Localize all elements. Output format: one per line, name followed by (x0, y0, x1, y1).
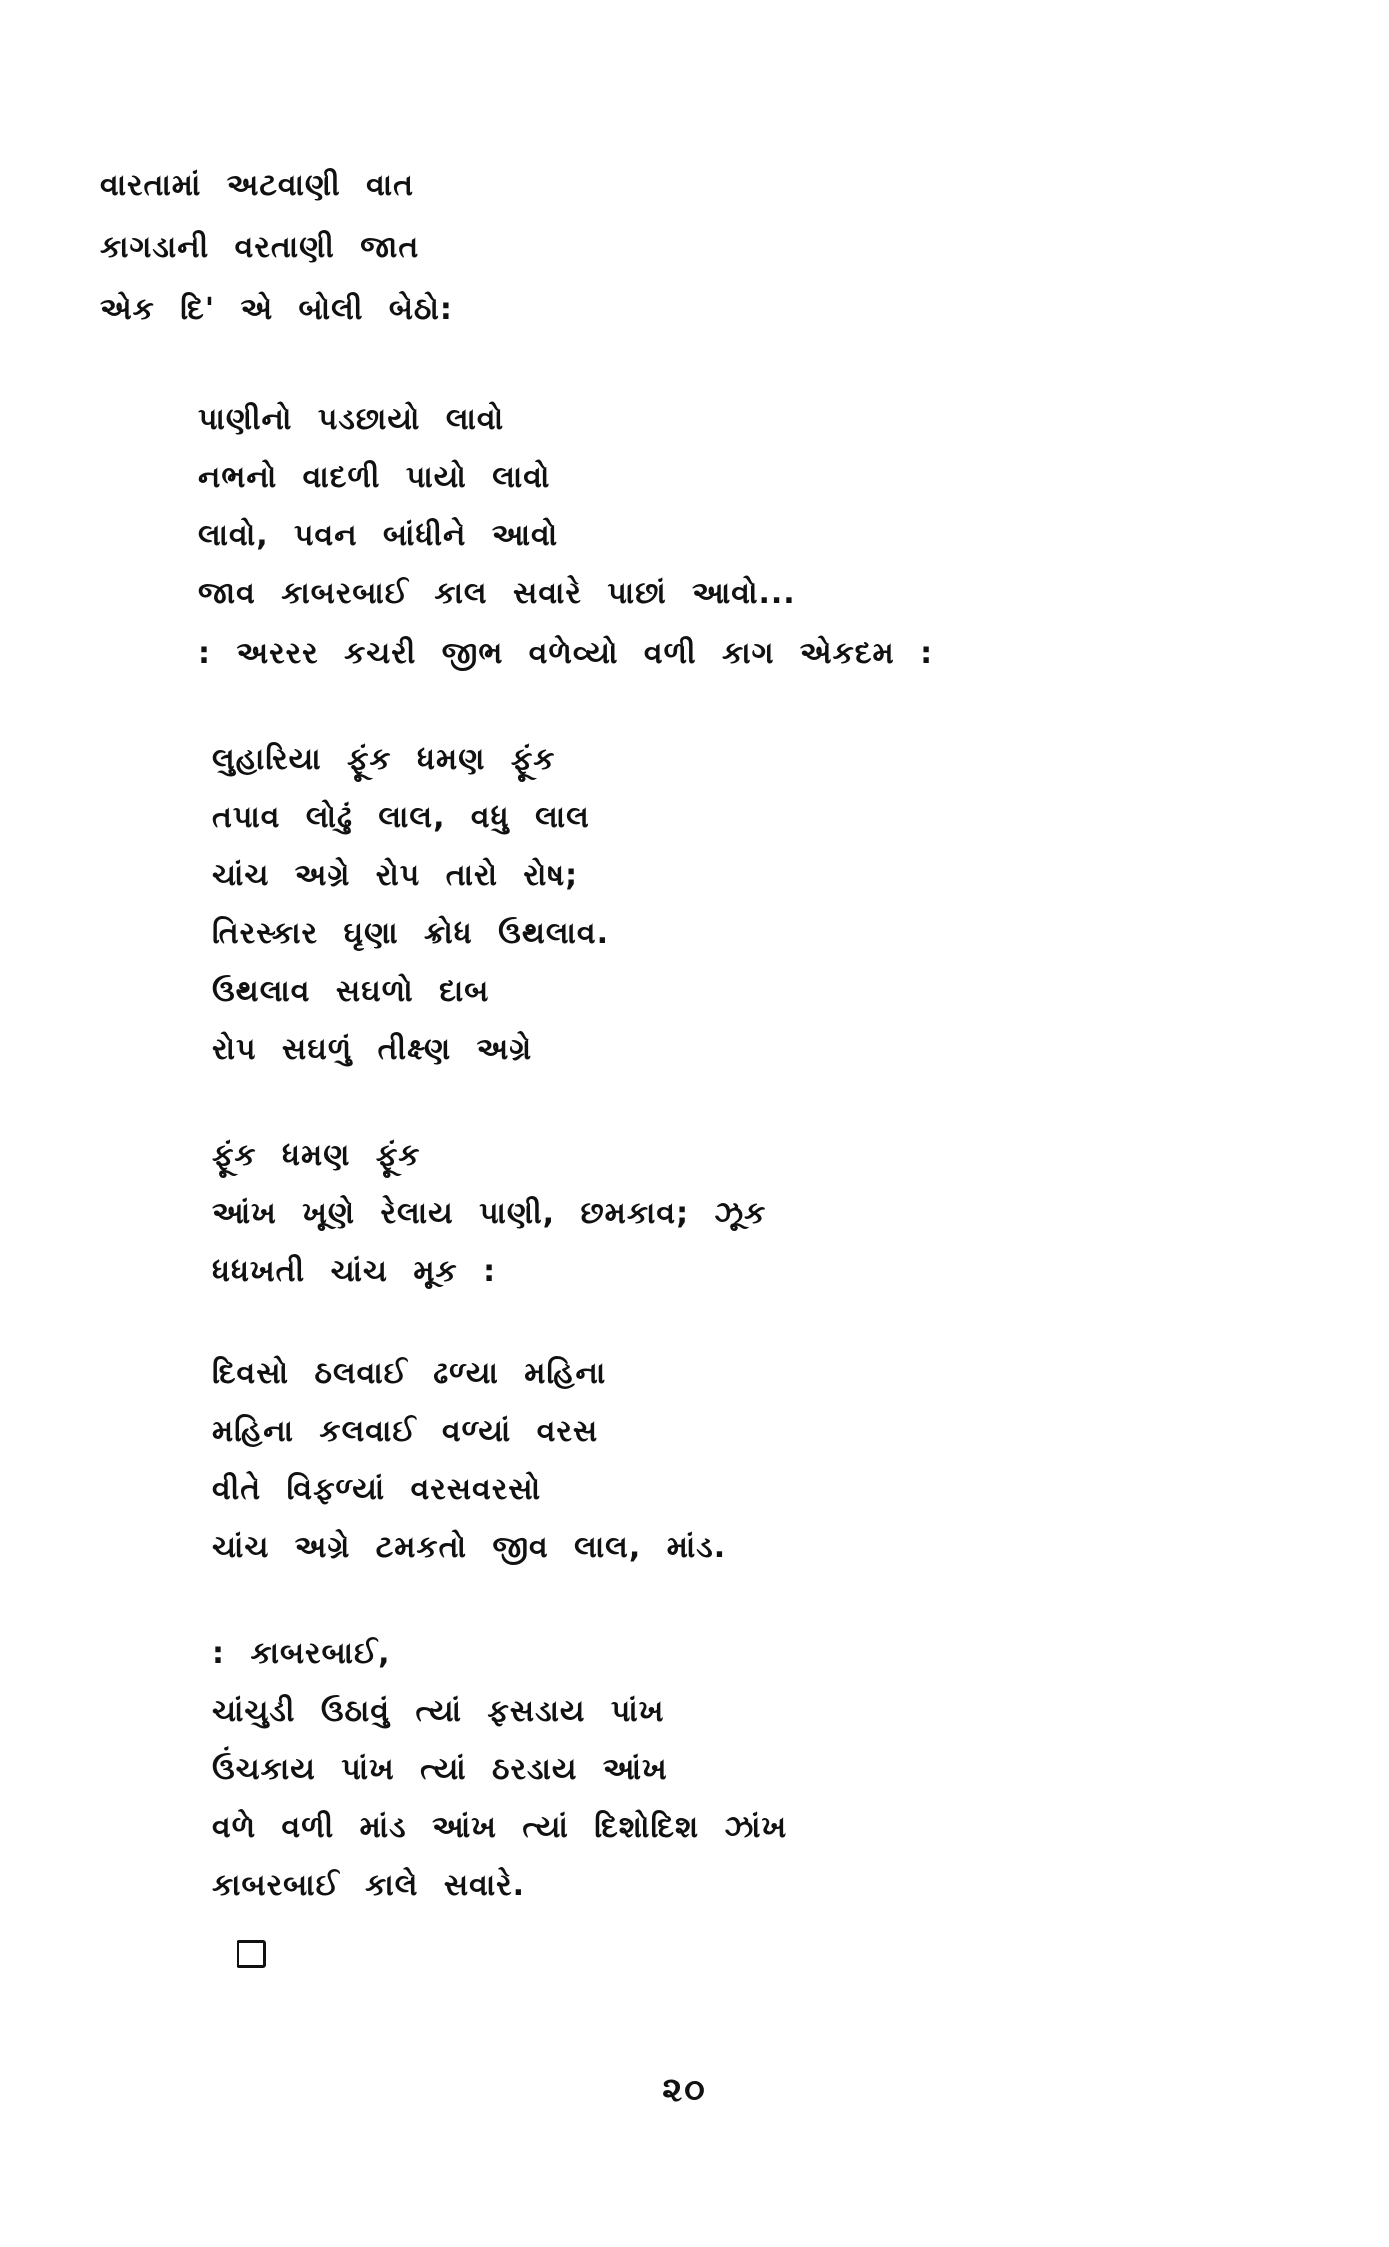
poem-line: મહિના કલવાઈ વળ્યાં વરસ (212, 1414, 599, 1449)
poem-line: કાબરબાઈ કાલે સવારે. (212, 1868, 526, 1903)
poem-line: ચાંચુડી ઉઠાવું ત્યાં ફસડાય પાંખ (212, 1694, 665, 1729)
poem-line: લાવો, પવન બાંધીને આવો (198, 518, 559, 553)
page-number-container (0, 2070, 1389, 2110)
poem-line: તિરસ્કાર ઘૃણા ક્રોધ ઉથલાવ. (212, 916, 609, 951)
poem-line: એક દિ' એ બોલી બેઠો: (100, 292, 453, 327)
end-of-poem-mark-icon (236, 1940, 266, 1968)
poem-line: ચાંચ અગ્રે ટમકતો જીવ લાલ, માંડ. (212, 1530, 727, 1565)
poem-line: નભનો વાદળી પાયો લાવો (198, 460, 551, 495)
poem-line: વીતે વિફળ્યાં વરસવરસો (212, 1472, 542, 1507)
poem-line: તપાવ લોઢું લાલ, વધુ લાલ (212, 800, 590, 835)
poem-line: પાણીનો પડછાયો લાવો (198, 402, 505, 437)
poem-line: ઉંચકાય પાંખ ત્યાં ઠરડાય આંખ (212, 1752, 668, 1787)
poem-line: લુહારિયા ફૂંક ધમણ ફૂંક (212, 742, 556, 777)
poem-line: ધધખતી ચાંચ મૂક : (212, 1254, 497, 1289)
poem-line: રોપ સઘળું તીક્ષ્ણ અગ્રે (212, 1032, 533, 1067)
poem-line: : અરરર કચરી જીભ વળેવ્યો વળી કાગ એકદમ : (198, 636, 934, 671)
poem-line: જાવ કાબરબાઈ કાલ સવારે પાછાં આવો... (198, 576, 796, 611)
poem-line: વારતામાં અટવાણી વાત (100, 168, 415, 203)
poem-line: કાગડાની વરતાણી જાત (100, 230, 420, 265)
poem-line: વળે વળી માંડ આંખ ત્યાં દિશોદિશ ઝાંખ (212, 1810, 788, 1845)
poem-line: ચાંચ અગ્રે રોપ તારો રોષ; (212, 858, 579, 893)
poem-line: દિવસો ઠલવાઈ ઢળ્યા મહિના (212, 1356, 607, 1391)
poem-line: ઉથલાવ સઘળો દાબ (212, 974, 490, 1009)
poem-line: ફૂંક ધમણ ફૂંક (212, 1138, 421, 1173)
poem-line: આંખ ખૂણે રેલાય પાણી, છમકાવ; ઝૂક (212, 1196, 767, 1231)
page-number: ૨૦ (662, 2070, 707, 2110)
poem-line: : કાબરબાઈ, (212, 1636, 391, 1671)
